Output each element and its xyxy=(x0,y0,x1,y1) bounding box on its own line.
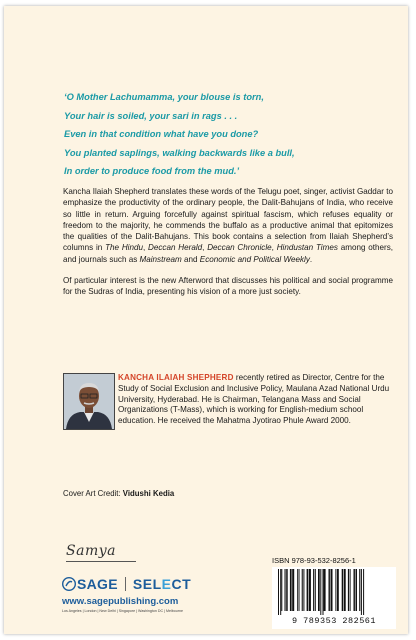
barcode-digits: 9 789353 282561 xyxy=(291,616,376,626)
quote-line: ‘O Mother Lachumamma, your blouse is torn, xyxy=(64,92,264,102)
credit-label: Cover Art Credit: xyxy=(63,489,123,498)
blurb-paragraph-2: Of particular interest is the new Afterword that discusses his political and social programme for the Sudras of India, presenting his vision of a more just society. xyxy=(63,276,393,297)
barcode-icon xyxy=(274,569,394,615)
blurb-text: and xyxy=(181,254,200,264)
logo-divider xyxy=(125,577,126,591)
publication-title: Deccan Chronicle xyxy=(207,243,272,253)
isbn-label: ISBN 978-93-532-8256-1 xyxy=(272,556,356,565)
quote-line: Even in that condition what have you done? xyxy=(64,129,259,139)
blurb-paragraph-1 xyxy=(63,186,393,265)
blurb-text: among others, and journals such as xyxy=(63,243,394,264)
author-name: KANCHA ILAIAH SHEPHERD xyxy=(118,373,234,382)
blurb-text: Kancha Ilaiah Shepherd translates these words of the Telugu poet, singer, activist Gaddar to emphasize the productivity of the ordinary people, the Dalit-Bahujans of India, who receive so little in return. Arguing forcefully against spiritual fascism, which refuses equality or freedom to the majority, he commends the buffalo as a productive animal that epitomizes the qualities of the Dalit-Bahujans. This book contains a selection from Ilaiah Shepherd’s columns in xyxy=(63,187,393,253)
samya-logo: Samya xyxy=(66,543,116,559)
publication-title: Economic and Political Weekly xyxy=(199,254,310,264)
select-part: CT xyxy=(171,576,192,592)
publication-title: The Hindu xyxy=(105,243,143,253)
publication-title: Hindustan Times xyxy=(276,243,338,253)
quote-line: In order to produce food from the mud.’ xyxy=(64,166,240,176)
barcode-box xyxy=(272,567,396,629)
publisher-offices: Los Angeles | London | New Delhi | Singapore | Washington DC | Melbourne xyxy=(62,609,184,613)
sage-logo-text: SAGE xyxy=(77,576,118,592)
select-logo-text xyxy=(133,576,191,592)
author-bio-text: recently retired as Director, Centre for the Study of Social Exclusion and Inclusive Policy, Maulana Azad National Urdu University, Hyderabad. He is Chairman, Telangana Mass and Social Organizations (T-Mass), which is working for English-medium school education. He received the Mahatma Jyotirao Phule Award 2000. xyxy=(118,373,390,426)
publication-title: Deccan Herald xyxy=(148,243,203,253)
publication-title: Mainstream xyxy=(139,254,182,264)
select-part: E xyxy=(161,576,172,592)
separator: , xyxy=(271,243,277,253)
samya-logo-underline xyxy=(66,561,136,562)
credit-name: Vidushi Kedia xyxy=(122,489,175,498)
author-bio xyxy=(118,373,394,427)
cover-art-credit xyxy=(63,489,174,498)
separator: , xyxy=(142,243,149,253)
back-cover xyxy=(4,6,408,634)
publisher-website: www.sagepublishing.com xyxy=(62,596,179,607)
sage-select-logo xyxy=(62,574,191,594)
author-photo xyxy=(63,373,115,430)
sage-emblem-icon xyxy=(62,577,76,591)
quote-line: Your hair is soiled, your sari in rags . . . xyxy=(64,110,238,121)
epigraph-quote xyxy=(64,88,394,181)
blurb xyxy=(63,186,393,308)
quote-line: You planted saplings, walking backwards like a bull, xyxy=(64,147,295,158)
select-part: SEL xyxy=(132,576,162,592)
separator: , xyxy=(202,243,208,253)
blurb-text: . xyxy=(309,254,313,264)
